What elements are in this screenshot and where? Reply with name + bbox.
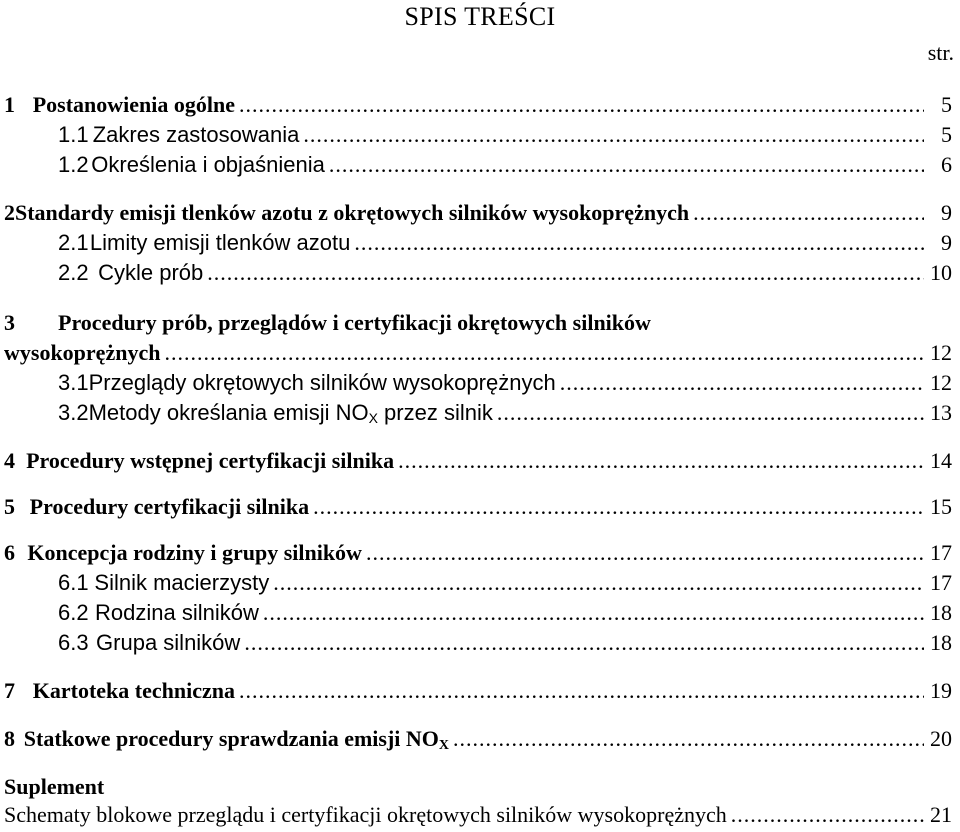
dot-leader xyxy=(273,570,924,596)
toc-entry-5[interactable] xyxy=(4,494,952,524)
entry-number: 6.3 xyxy=(58,630,89,655)
toc-entry-6-1[interactable] xyxy=(4,570,952,600)
entry-page: 17 xyxy=(930,570,952,595)
dot-leader xyxy=(693,200,924,226)
dot-leader xyxy=(239,92,924,118)
entry-number: 1.1 xyxy=(58,122,89,147)
entry-title: Procedury certyfikacji silnika xyxy=(29,494,310,519)
toc-entry-supplement[interactable] xyxy=(4,802,952,832)
entry-title: Limity emisji tlenków azotu xyxy=(89,230,351,255)
entry-title: Postanowienia ogólne xyxy=(32,92,236,117)
entry-page: 15 xyxy=(930,494,952,519)
entry-title: Cykle prób xyxy=(98,260,204,285)
entry-number: 6.1 xyxy=(58,570,89,595)
toc-entry-6-2[interactable] xyxy=(4,600,952,630)
dot-leader xyxy=(313,494,924,520)
toc-entry-6[interactable] xyxy=(4,540,952,570)
toc-entry-8[interactable] xyxy=(4,726,952,756)
entry-title: Koncepcja rodziny i grupy silników xyxy=(27,540,362,565)
entry-page: 12 xyxy=(930,370,952,395)
entry-title: Procedury prób, przeglądów i certyfikacji okrętowych silników xyxy=(58,310,651,335)
entry-number: 6.2 xyxy=(58,600,89,625)
toc-entry-4[interactable] xyxy=(4,448,952,478)
entry-page: 9 xyxy=(941,200,952,225)
toc-entry-1[interactable] xyxy=(4,92,952,122)
entry-title: Zakres zastosowania xyxy=(92,122,300,147)
entry-page: 10 xyxy=(930,260,952,285)
entry-page: 9 xyxy=(941,230,952,255)
dot-leader xyxy=(453,726,924,752)
entry-title: Statkowe procedury sprawdzania emisji $NO_X$ xyxy=(23,726,450,753)
entry-page: 19 xyxy=(930,678,952,703)
page-title: SPIS TREŚCI xyxy=(404,2,556,31)
dot-leader xyxy=(164,340,924,366)
entry-number: 2.2 xyxy=(58,260,89,285)
dot-leader xyxy=(244,630,924,656)
entry-number: 3 xyxy=(4,310,15,335)
entry-number: 8 xyxy=(4,726,15,751)
entry-number: 5 xyxy=(4,494,15,519)
supplement-heading: Suplement xyxy=(4,774,105,799)
entry-number: 7 xyxy=(4,678,15,703)
entry-page: 5 xyxy=(941,92,952,117)
entry-page: 13 xyxy=(930,400,952,425)
entry-page: 21 xyxy=(930,802,952,827)
entry-page: 18 xyxy=(930,630,952,655)
subscript-x: X xyxy=(438,738,450,753)
toc-entry-6-3[interactable] xyxy=(4,630,952,660)
entry-page: 17 xyxy=(930,540,952,565)
entry-title-continued: wysokoprężnych xyxy=(4,340,161,365)
toc-entry-1-1[interactable] xyxy=(4,122,952,152)
dot-leader xyxy=(497,400,924,426)
entry-page: 6 xyxy=(941,152,952,177)
entry-title: Grupa silników xyxy=(96,630,241,655)
dot-leader xyxy=(329,152,924,178)
dot-leader xyxy=(366,540,924,566)
toc-entry-7[interactable] xyxy=(4,678,952,708)
toc-entry-3[interactable] xyxy=(4,310,952,340)
entry-page: 5 xyxy=(941,122,952,147)
entry-number: 2.1 xyxy=(58,230,89,255)
dot-leader xyxy=(398,448,924,474)
entry-page: 18 xyxy=(930,600,952,625)
toc-entry-3-continued[interactable] xyxy=(4,340,952,370)
toc-entry-3-1[interactable] xyxy=(4,370,952,400)
dot-leader xyxy=(731,802,924,828)
entry-number: 1.2 xyxy=(58,152,89,177)
page-column-label: str. xyxy=(927,40,954,65)
entry-number: 4 xyxy=(4,448,15,473)
toc-entry-2-2[interactable] xyxy=(4,260,952,290)
dot-leader xyxy=(207,260,924,286)
dot-leader xyxy=(263,600,924,626)
entry-number: 2 xyxy=(4,200,15,225)
toc-entry-3-2[interactable] xyxy=(4,400,952,430)
entry-title: Standardy emisji tlenków azotu z okrętowych silników wysokoprężnych xyxy=(15,200,690,225)
entry-title: Rodzina silników xyxy=(94,600,259,625)
dot-leader xyxy=(239,678,924,704)
entry-number: 3.2 xyxy=(58,400,89,425)
entry-title: Schematy blokowe przeglądu i certyfikacji okrętowych silników wysokoprężnych xyxy=(4,802,727,827)
toc-entry-2[interactable] xyxy=(4,200,952,230)
entry-title: Przeglądy okrętowych silników wysokoprężnych xyxy=(88,370,556,395)
entry-number: 6 xyxy=(4,540,15,565)
entry-page: 12 xyxy=(930,340,952,365)
entry-title: Kartoteka techniczna xyxy=(32,678,235,703)
subscript-x: X xyxy=(368,410,378,426)
entry-title: Określenia i objaśnienia xyxy=(91,152,325,177)
entry-page: 20 xyxy=(930,726,952,751)
entry-title: Procedury wstępnej certyfikacji silnika xyxy=(26,448,395,473)
entry-number: 3.1 xyxy=(58,370,89,395)
toc-entry-2-1[interactable] xyxy=(4,230,952,260)
dot-leader xyxy=(560,370,924,396)
entry-title: Metody określania emisji $NO_X$ przez silnik xyxy=(88,400,493,426)
dot-leader xyxy=(354,230,924,256)
entry-title: Silnik macierzysty xyxy=(94,570,270,595)
toc-entry-1-2[interactable] xyxy=(4,152,952,182)
dot-leader xyxy=(303,122,924,148)
entry-number: 1 xyxy=(4,92,15,117)
entry-page: 14 xyxy=(930,448,952,473)
